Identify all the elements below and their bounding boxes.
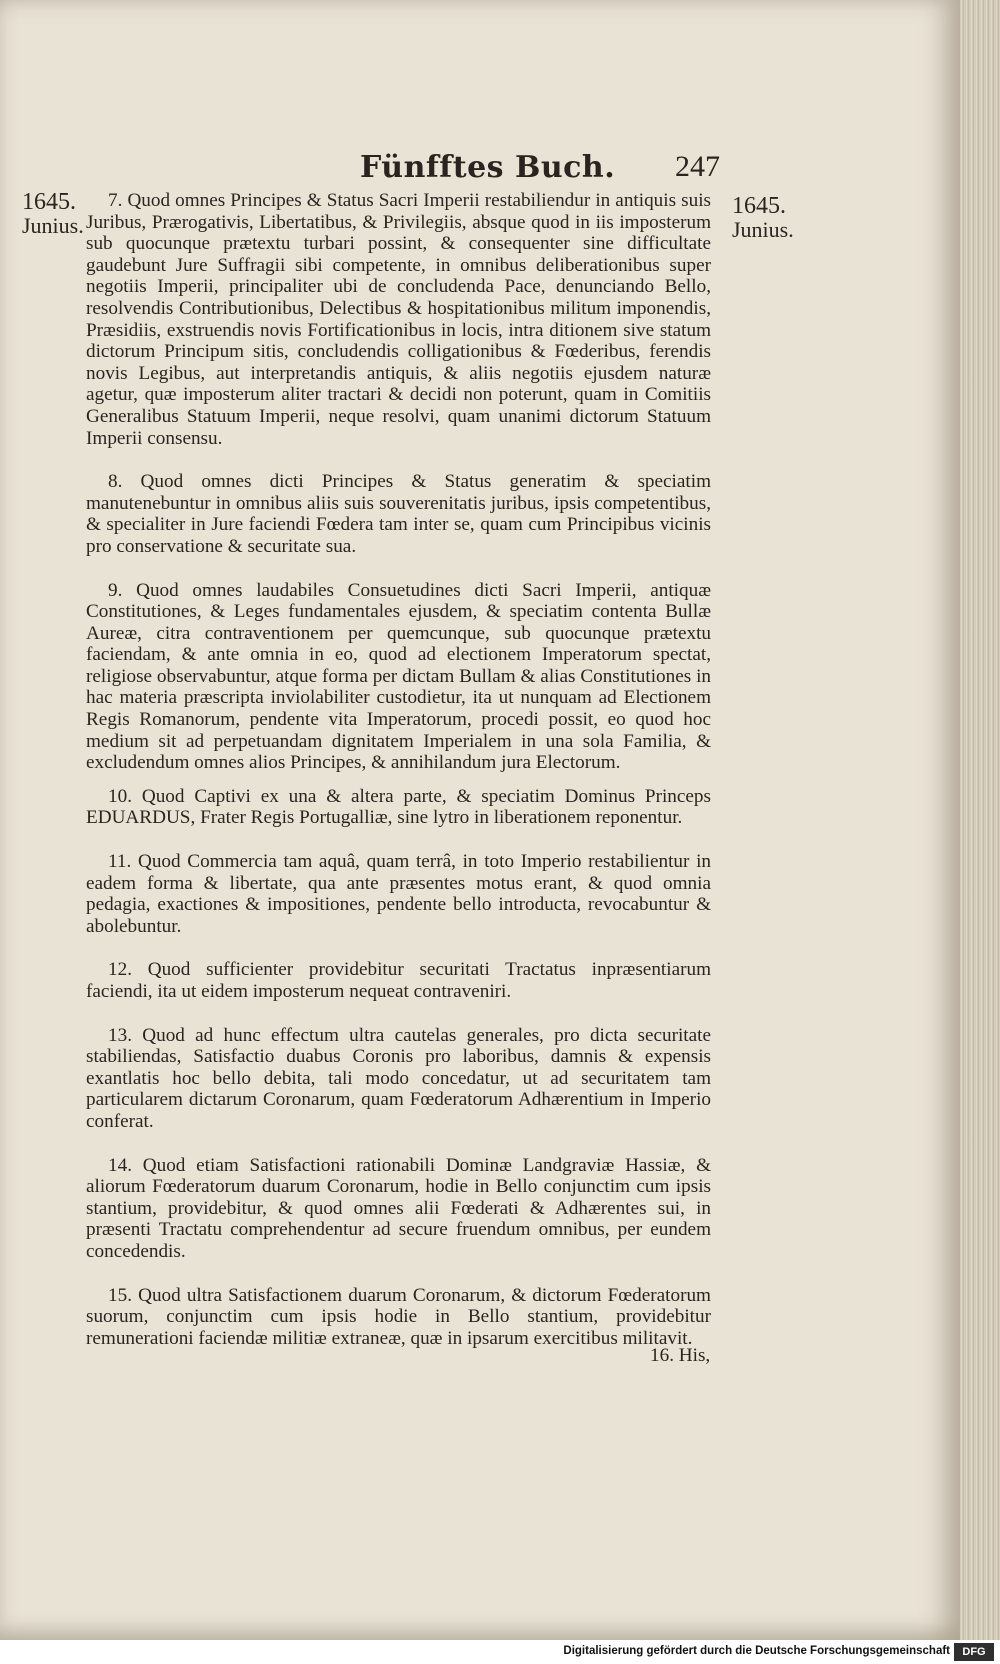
page-edge bbox=[960, 0, 1000, 1640]
page-header bbox=[30, 150, 720, 190]
catchword: 16. His, bbox=[650, 1345, 711, 1366]
right-margin-month: Junius. bbox=[732, 217, 794, 242]
footer-credit: Digitalisierung gefördert durch die Deutsche Forschungsgemeinschaft bbox=[563, 1645, 950, 1657]
paragraph-12: 12. Quod sufficienter providebitur securitati Tractatus inpræsentiarum faciendi, ita ut eidem imposterum nequeat contraveniri. bbox=[86, 959, 711, 1002]
footer-bar bbox=[0, 1640, 1000, 1664]
paragraph-7: 7. Quod omnes Principes & Status Sacri Imperii restabiliendur in antiquis suis Juribus, Prærogativis, Libertatibus, & Privilegiis, absque quod in iis imposterum sub quocunque prætextu turbari possint, & consequenter sine difficultate gaudebunt Jure Suffragii sibi competente, in omnibus deliberationibus super negotiis Imperii, principaliter ubi de concludenda Pace, denunciando Bello, resolvendis Contributionibus, Delectibus & hospitationibus militum imponendis, Præsidiis, exstruendis novis Fortificationibus in locis, intra ditionem sive statum dictorum Principum sitis, concludendis colligationibus & Fœderibus, ferendis novis Legibus, aut interpretandis antiquis, & aliis negotiis ejusdem naturæ agetur, quæ imposterum aliter tractari & decidi non poterunt, quam in Comitiis Generalibus Statuum Imperii, neque resolvi, quam unanimi dictorum Statuum Imperii consensu. bbox=[86, 190, 711, 449]
main-text bbox=[86, 190, 711, 1361]
running-head: Fünfftes Buch. bbox=[360, 150, 616, 185]
right-margin-year: 1645. bbox=[732, 193, 786, 219]
paragraph-9: 9. Quod omnes laudabiles Consuetudines dicti Sacri Imperii, antiquæ Constitutiones, & Leges fundamentales ejusdem, & speciatim contenta Bullæ Aureæ, citra contraventionem per quemcunque, sub quocunque prætextu faciendam, & ante omnia in eo, quod ad electionem Imperatorum spectat, religiose observabuntur, atque forma per dictam Bullam & alias Constitutiones in hac materia præscripta inviolabiliter custodietur, ita ut nunquam ad Electionem Regis Romanorum, pendente vita Imperatorum, procedi possit, eo quod hoc medium sit ad perpetuandam dignitatem Imperialem in una sola Familia, & excludendum omnes alios Principes, & annihilandum jura Electorum. bbox=[86, 579, 711, 774]
paragraph-11: 11. Quod Commercia tam aquâ, quam terrâ, in toto Imperio restabilientur in eadem forma & libertate, qua ante præsentes motus erant, & quod omnia pedagia, exactiones & impositiones, pendente bello introducta, revocabuntur & abolebuntur. bbox=[86, 851, 711, 937]
paragraph-14: 14. Quod etiam Satisfactioni rationabili Dominæ Landgraviæ Hassiæ, & aliorum Fœderatorum duarum Coronarum, hodie in Bello conjunctim cum ipsis stantium, providebitur, & quod omnes alii Fœderati & Adhærentes sui, in præsenti Tractatu comprehendentur ad secure fruendum omnibus, per eundem concedendis. bbox=[86, 1154, 711, 1262]
paragraph-10: 10. Quod Captivi ex una & altera parte, & speciatim Dominus Princeps EDUARDUS, Frater Regis Portugalliæ, sine lytro in liberationem reponentur. bbox=[86, 785, 711, 829]
page-number: 247 bbox=[675, 150, 720, 183]
paragraph-8: 8. Quod omnes dicti Principes & Status generatim & speciatim manutenebuntur in omnibus aliis suis souverenitatis juribus, ipsis competentibus, & specialiter in Jure faciendi Fœdera tam inter se, quam cum Principibus vicinis pro conservatione & securitate sua. bbox=[86, 471, 711, 557]
paragraph-15: 15. Quod ultra Satisfactionem duarum Coronarum, & dictorum Fœderatorum suorum, conjunctim cum ipsis hodie in Bello stantium, providebitur remunerationi faciendæ militiæ extraneæ, quæ in ipsarum exercitibus militavit. bbox=[86, 1284, 711, 1349]
paragraph-13: 13. Quod ad hunc effectum ultra cautelas generales, pro dicta securitate stabiliendas, Satisfactio duabus Coronis pro laboribus, damnis & expensis exantlatis hoc bello debita, tali modo concedatur, ut ad securitatem tam particularem dictarum Coronarum, quam Fœderatorum Adhærentium in Imperio conferat. bbox=[86, 1024, 711, 1132]
right-margin-note bbox=[732, 194, 794, 242]
left-margin-note bbox=[22, 190, 84, 238]
left-margin-month: Junius. bbox=[22, 213, 84, 238]
dfg-logo[interactable]: DFG bbox=[954, 1643, 994, 1661]
left-margin-year: 1645. bbox=[22, 189, 76, 215]
